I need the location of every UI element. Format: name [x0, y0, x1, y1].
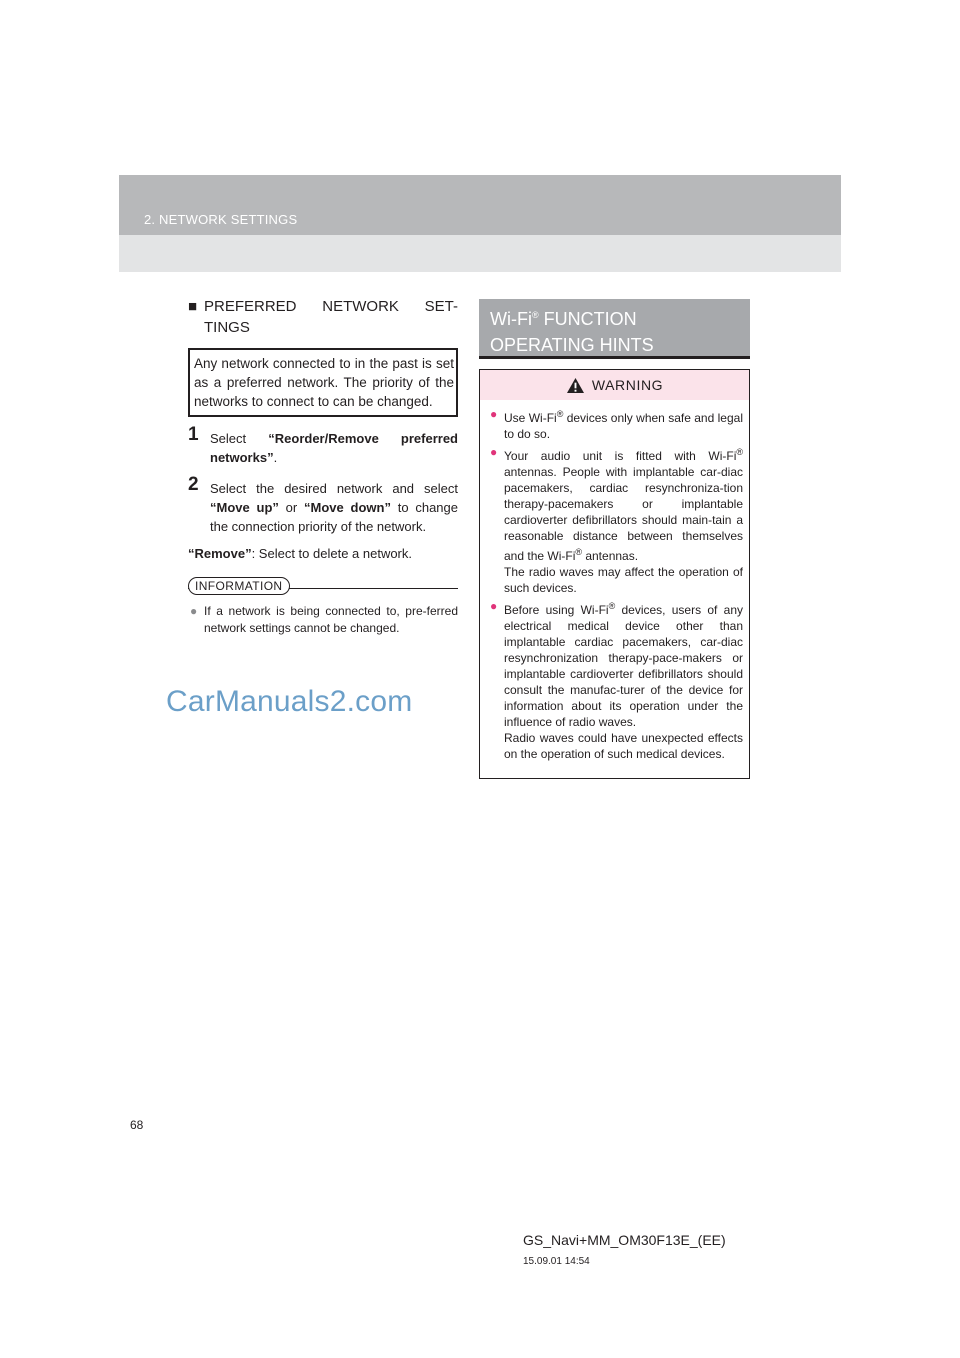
step-text: or	[278, 500, 304, 515]
warning-label: WARNING	[591, 377, 664, 393]
warning-item	[490, 444, 743, 596]
square-marker-icon: ■	[188, 298, 198, 315]
warning-text: devices only when safe and legal to do so.	[504, 411, 743, 441]
registered-mark: ®	[608, 601, 616, 611]
warning-text: Before using Wi-Fi	[504, 603, 609, 617]
remove-note	[188, 544, 458, 563]
bullet-icon: ●	[190, 604, 198, 618]
step-text: Select	[210, 431, 269, 446]
information-label: INFORMATION	[188, 577, 290, 595]
warning-text: devices, users of any electrical medical device other than implantable cardiac pacemakers, car-diac resynchronization therapy-pace-makers or implantable cardioverter defibrillators should consult the manufac-turer of the device for information about its operation under the influence of radio waves.	[504, 603, 743, 729]
warning-text: Use Wi-Fi	[504, 411, 557, 425]
page-number: 68	[130, 1118, 144, 1132]
information-text: If a network is being connected to, pre-ferred network settings cannot be changed.	[204, 604, 458, 635]
warning-item	[490, 406, 743, 442]
right-column	[479, 299, 750, 779]
warning-item	[490, 598, 743, 762]
remove-text: : Select to delete a network.	[251, 546, 413, 561]
bullet-icon: ●	[490, 407, 498, 421]
heading-text: Wi-Fi	[490, 309, 532, 329]
warning-text: Radio waves could have unexpected effects on the operation of such medical devices.	[504, 731, 743, 761]
step-option: “Reorder/Remove preferred networks”	[210, 431, 459, 465]
warning-text: Your audio unit is fitted with Wi-Fi	[504, 449, 737, 463]
step-number: 2	[188, 474, 199, 495]
warning-title	[480, 370, 749, 400]
wifi-heading	[479, 299, 750, 359]
section-title: 2. NETWORK SETTINGS	[144, 212, 298, 227]
step-2	[188, 474, 458, 536]
warning-text: The radio waves may affect the operation of such devices.	[504, 565, 743, 595]
document-code: GS_Navi+MM_OM30F13E_(EE)	[523, 1232, 726, 1248]
warning-text: antennas.	[582, 549, 639, 563]
information-item	[188, 603, 458, 637]
warning-triangle-icon	[566, 377, 585, 394]
registered-mark: ®	[736, 447, 743, 457]
step-text: Select the desired network and select	[210, 481, 458, 496]
warning-body	[480, 400, 749, 778]
watermark: CarManuals2.com	[166, 685, 413, 718]
left-column	[188, 296, 458, 563]
step-text: .	[273, 450, 278, 465]
bullet-icon: ●	[490, 599, 498, 613]
registered-mark: ®	[556, 409, 564, 419]
warning-text: antennas. People with implantable car-diac pacemakers, cardiac resynchroniza-tion therapy-pacemakers or implantable cardioverter defibrillators should main-tain a reasonable distance between themselves and the Wi-Fi	[504, 465, 743, 563]
sub-heading	[188, 296, 458, 338]
step-option: “Move up”	[210, 500, 279, 515]
warning-box	[479, 369, 750, 779]
step-1	[188, 424, 459, 467]
step-text: to change the connection priority of the network.	[210, 500, 458, 534]
step-number: 1	[188, 424, 199, 445]
bullet-icon: ●	[490, 445, 498, 459]
information-block	[188, 577, 458, 637]
remove-option: “Remove”	[188, 546, 252, 561]
step-option: “Move down”	[304, 500, 391, 515]
registered-mark: ®	[531, 310, 539, 320]
intro-box: Any network connected to in the past is set as a preferred network. The priority of the networks to connect to can be changed.	[188, 348, 458, 417]
header-sub-bar	[119, 235, 841, 272]
registered-mark: ®	[575, 547, 582, 557]
heading-text: FUNCTION OPERATING HINTS	[490, 309, 654, 355]
print-date: 15.09.01 14:54	[523, 1256, 590, 1267]
sub-heading-text: PREFERRED NETWORK SET-TINGS	[204, 298, 458, 336]
